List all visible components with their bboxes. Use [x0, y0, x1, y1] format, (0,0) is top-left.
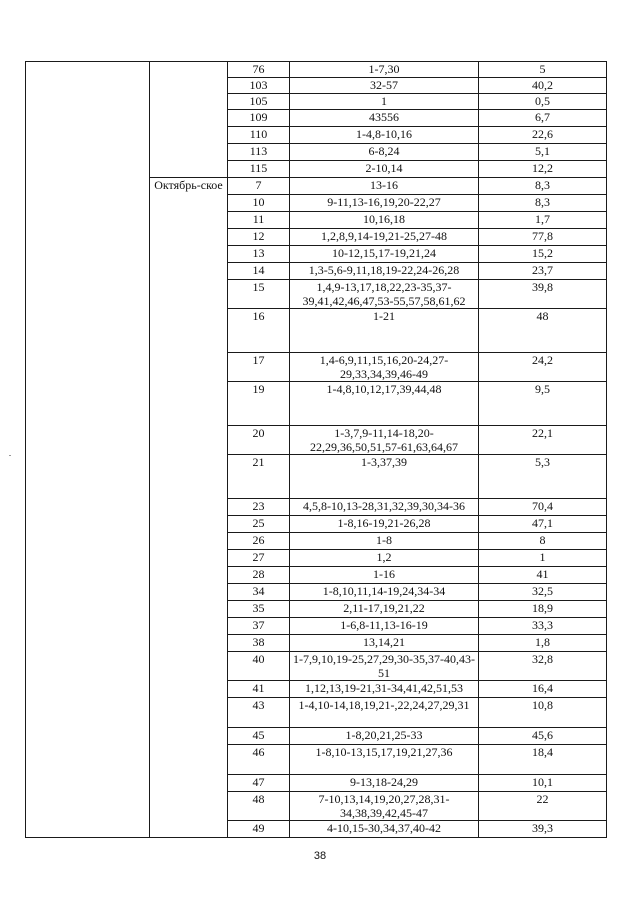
quarter-number: 12 — [228, 229, 290, 246]
area-value: 48 — [479, 309, 607, 353]
plot-numbers: 1-7,30 — [290, 62, 479, 78]
area-value: 10,8 — [479, 698, 607, 728]
quarter-number: 17 — [228, 353, 290, 382]
region-cell — [26, 62, 150, 838]
area-value: 0,5 — [479, 94, 607, 110]
plot-numbers: 2,11-17,19,21,22 — [290, 601, 479, 618]
plot-numbers: 1-4,10-14,18,19,21-,22,24,27,29,31 — [290, 698, 479, 728]
area-value: 5,3 — [479, 455, 607, 499]
area-value: 32,8 — [479, 652, 607, 681]
area-value: 41 — [479, 567, 607, 584]
quarter-number: 27 — [228, 550, 290, 567]
area-value: 1,8 — [479, 635, 607, 652]
quarter-number: 19 — [228, 382, 290, 426]
plot-numbers: 1-8,16-19,21-26,28 — [290, 516, 479, 533]
table-row — [26, 62, 607, 78]
area-value: 16,4 — [479, 681, 607, 698]
quarter-number: 25 — [228, 516, 290, 533]
area-value: 18,9 — [479, 601, 607, 618]
quarter-number: 48 — [228, 792, 290, 821]
quarter-number: 47 — [228, 775, 290, 792]
area-value: 40,2 — [479, 78, 607, 94]
quarter-number: 7 — [228, 178, 290, 195]
quarter-number: 103 — [228, 78, 290, 94]
quarter-number: 13 — [228, 246, 290, 263]
plot-numbers: 1,4-6,9,11,15,16,20-24,27-29,33,34,39,46-49 — [290, 353, 479, 382]
forest-plot-table — [25, 61, 607, 838]
area-value: 33,3 — [479, 618, 607, 635]
plot-numbers: 1-6,8-11,13-16-19 — [290, 618, 479, 635]
plot-numbers: 1-16 — [290, 567, 479, 584]
quarter-number: 28 — [228, 567, 290, 584]
plot-numbers: 10-12,15,17-19,21,24 — [290, 246, 479, 263]
district-name: Октябрь-ское — [150, 178, 228, 838]
quarter-number: 21 — [228, 455, 290, 499]
area-value: 47,1 — [479, 516, 607, 533]
area-value: 8 — [479, 533, 607, 550]
quarter-number: 14 — [228, 263, 290, 280]
quarter-number: 41 — [228, 681, 290, 698]
plot-numbers: 1,2,8,9,14-19,21-25,27-48 — [290, 229, 479, 246]
quarter-number: 11 — [228, 212, 290, 229]
plot-numbers: 1,12,13,19-21,31-34,41,42,51,53 — [290, 681, 479, 698]
plot-numbers: 9-13,18-24,29 — [290, 775, 479, 792]
quarter-number: 76 — [228, 62, 290, 78]
plot-numbers: 1-8,10,11,14-19,24,34-34 — [290, 584, 479, 601]
area-value: 24,2 — [479, 353, 607, 382]
plot-numbers: 10,16,18 — [290, 212, 479, 229]
plot-numbers: 1,2 — [290, 550, 479, 567]
plot-numbers: 1-7,9,10,19-25,27,29,30-35,37-40,43-51 — [290, 652, 479, 681]
plot-numbers: 1 — [290, 94, 479, 110]
area-value: 45,6 — [479, 728, 607, 745]
plot-numbers: 2-10,14 — [290, 161, 479, 178]
area-value: 77,8 — [479, 229, 607, 246]
quarter-number: 16 — [228, 309, 290, 353]
quarter-number: 23 — [228, 499, 290, 516]
area-value: 10,1 — [479, 775, 607, 792]
plot-numbers: 1-3,7,9-11,14-18,20-22,29,36,50,51,57-61,63,64,67 — [290, 426, 479, 455]
quarter-number: 35 — [228, 601, 290, 618]
plot-numbers: 1-8,10-13,15,17,19,21,27,36 — [290, 745, 479, 775]
area-value: 12,2 — [479, 161, 607, 178]
area-value: 18,4 — [479, 745, 607, 775]
plot-numbers: 1-8 — [290, 533, 479, 550]
plot-numbers: 13-16 — [290, 178, 479, 195]
area-value: 1 — [479, 550, 607, 567]
area-value: 5,1 — [479, 144, 607, 161]
plot-numbers: 1,3-5,6-9,11,18,19-22,24-26,28 — [290, 263, 479, 280]
page-number: 38 — [313, 850, 327, 862]
plot-numbers: 1,4,9-13,17,18,22,23-35,37-39,41,42,46,47,53-55,57,58,61,62 — [290, 280, 479, 309]
area-value: 1,7 — [479, 212, 607, 229]
plot-numbers: 4,5,8-10,13-28,31,32,39,30,34-36 — [290, 499, 479, 516]
quarter-number: 40 — [228, 652, 290, 681]
district-cell-empty — [150, 62, 228, 178]
area-value: 22,6 — [479, 127, 607, 144]
area-value: 22,1 — [479, 426, 607, 455]
quarter-number: 113 — [228, 144, 290, 161]
plot-numbers: 1-4,8,10,12,17,39,44,48 — [290, 382, 479, 426]
quarter-number: 37 — [228, 618, 290, 635]
area-value: 39,3 — [479, 821, 607, 838]
area-value: 39,8 — [479, 280, 607, 309]
area-value: 32,5 — [479, 584, 607, 601]
plot-numbers: 1-4,8-10,16 — [290, 127, 479, 144]
plot-numbers: 4-10,15-30,34,37,40-42 — [290, 821, 479, 838]
quarter-number: 110 — [228, 127, 290, 144]
area-value: 22 — [479, 792, 607, 821]
area-value: 15,2 — [479, 246, 607, 263]
plot-numbers: 32-57 — [290, 78, 479, 94]
quarter-number: 43 — [228, 698, 290, 728]
area-value: 70,4 — [479, 499, 607, 516]
quarter-number: 26 — [228, 533, 290, 550]
quarter-number: 49 — [228, 821, 290, 838]
area-value: 8,3 — [479, 178, 607, 195]
quarter-number: 109 — [228, 110, 290, 127]
quarter-number: 10 — [228, 195, 290, 212]
area-value: 9,5 — [479, 382, 607, 426]
area-value: 5 — [479, 62, 607, 78]
quarter-number: 115 — [228, 161, 290, 178]
quarter-number: 45 — [228, 728, 290, 745]
quarter-number: 34 — [228, 584, 290, 601]
area-value: 6,7 — [479, 110, 607, 127]
quarter-number: 38 — [228, 635, 290, 652]
plot-numbers: 7-10,13,14,19,20,27,28,31-34,38,39,42,45-47 — [290, 792, 479, 821]
plot-numbers: 1-3,37,39 — [290, 455, 479, 499]
plot-numbers: 43556 — [290, 110, 479, 127]
plot-numbers: 6-8,24 — [290, 144, 479, 161]
plot-numbers: 9-11,13-16,19,20-22,27 — [290, 195, 479, 212]
quarter-number: 105 — [228, 94, 290, 110]
quarter-number: 46 — [228, 745, 290, 775]
quarter-number: 20 — [228, 426, 290, 455]
quarter-number: 15 — [228, 280, 290, 309]
area-value: 23,7 — [479, 263, 607, 280]
area-value: 8,3 — [479, 195, 607, 212]
margin-mark — [9, 455, 11, 456]
plot-numbers: 13,14,21 — [290, 635, 479, 652]
plot-numbers: 1-21 — [290, 309, 479, 353]
plot-numbers: 1-8,20,21,25-33 — [290, 728, 479, 745]
